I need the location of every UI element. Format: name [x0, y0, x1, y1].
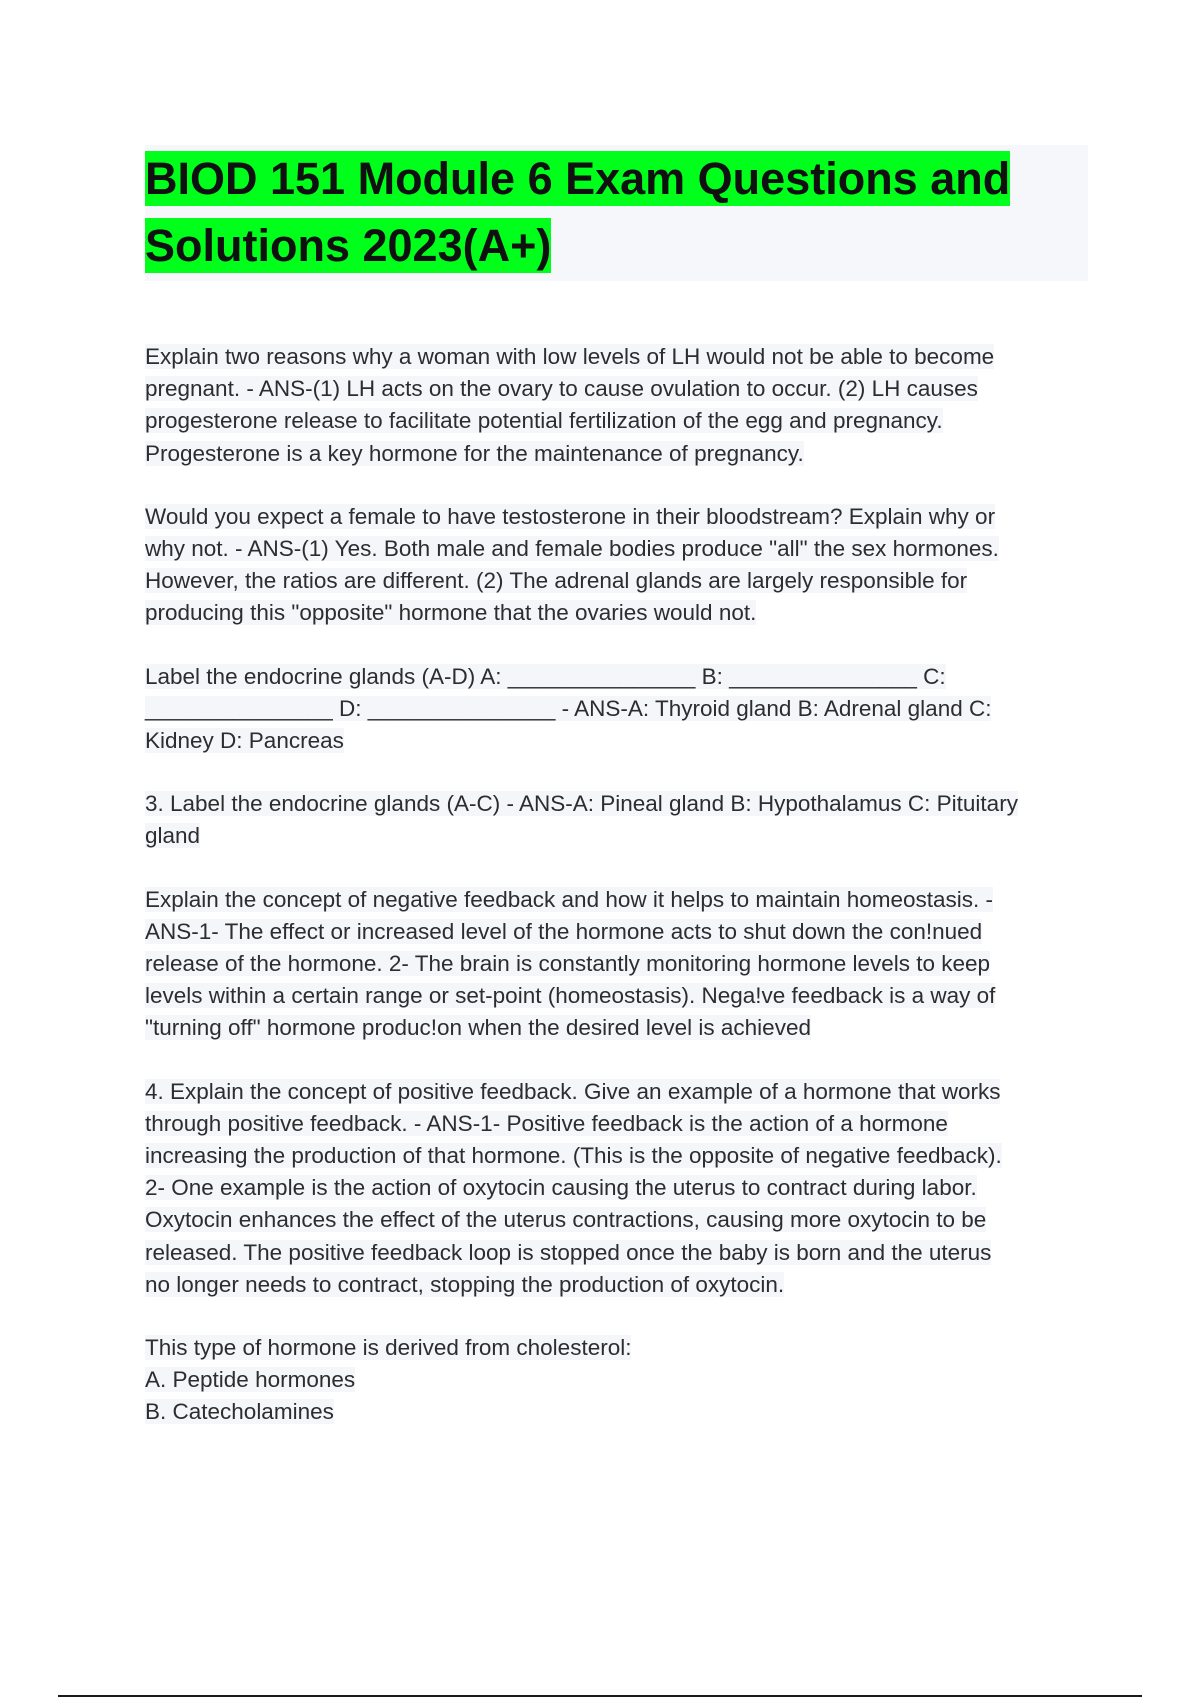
- text-line: increasing the production of that hormone. (This is the opposite of negative feedback).: [145, 1143, 1002, 1169]
- text-line: gland: [145, 823, 201, 849]
- text-line: producing this "opposite" hormone that the ovaries would not.: [145, 600, 757, 626]
- text-line: "turning off" hormone produc!on when the desired level is achieved: [145, 1015, 811, 1041]
- title-line-2: Solutions 2023(A+): [145, 220, 552, 271]
- text-line: _______________ D: _______________ - ANS-A: Thyroid gland B: Adrenal gland C:: [145, 695, 992, 721]
- qa-item: [145, 501, 1090, 630]
- text-line: Oxytocin enhances the effect of the uterus contractions, causing more oxytocin to be: [145, 1207, 987, 1233]
- footer-divider: [58, 1695, 1142, 1697]
- text-line: This type of hormone is derived from cholesterol:: [145, 1335, 632, 1361]
- text-line: no longer needs to contract, stopping the production of oxytocin.: [145, 1271, 785, 1297]
- text-line: release of the hormone. 2- The brain is constantly monitoring hormone levels to keep: [145, 951, 991, 977]
- text-line: 2- One example is the action of oxytocin causing the uterus to contract during labor.: [145, 1175, 977, 1201]
- text-line: B. Catecholamines: [145, 1399, 334, 1425]
- text-line: A. Peptide hormones: [145, 1367, 356, 1393]
- qa-list: [145, 341, 1090, 1460]
- title-line-1: BIOD 151 Module 6 Exam Questions and: [145, 153, 1011, 204]
- text-line: 4. Explain the concept of positive feedback. Give an example of a hormone that works: [145, 1078, 1001, 1104]
- text-line: 3. Label the endocrine glands (A-C) - ANS-A: Pineal gland B: Hypothalamus C: Pituitary: [145, 791, 1018, 817]
- qa-item: [145, 884, 1090, 1045]
- title-block: [145, 145, 1088, 281]
- text-line: levels within a certain range or set-point (homeostasis). Nega!ve feedback is a way of: [145, 983, 996, 1009]
- document-title: [145, 145, 1088, 279]
- text-line: through positive feedback. - ANS-1- Positive feedback is the action of a hormone: [145, 1110, 948, 1136]
- qa-item: [145, 1332, 1090, 1429]
- qa-item: [145, 661, 1090, 758]
- text-line: Would you expect a female to have testosterone in their bloodstream? Explain why or: [145, 503, 996, 529]
- text-line: Explain the concept of negative feedback and how it helps to maintain homeostasis. -: [145, 886, 994, 912]
- text-line: However, the ratios are different. (2) The adrenal glands are largely responsible for: [145, 568, 968, 594]
- text-line: why not. - ANS-(1) Yes. Both male and female bodies produce "all" the sex hormones.: [145, 536, 999, 562]
- text-line: Progesterone is a key hormone for the maintenance of pregnancy.: [145, 440, 804, 466]
- text-line: pregnant. - ANS-(1) LH acts on the ovary to cause ovulation to occur. (2) LH causes: [145, 376, 978, 402]
- text-line: Explain two reasons why a woman with low levels of LH would not be able to become: [145, 344, 995, 369]
- text-line: ANS-1- The effect or increased level of the hormone acts to shut down the con!nued: [145, 918, 983, 944]
- qa-item: [145, 1076, 1090, 1301]
- text-line: Label the endocrine glands (A-D) A: _______________ B: _______________ C:: [145, 663, 946, 689]
- text-line: released. The positive feedback loop is stopped once the baby is born and the uterus: [145, 1239, 992, 1265]
- text-line: progesterone release to facilitate potential fertilization of the egg and pregnancy.: [145, 408, 943, 434]
- qa-item: [145, 341, 1090, 470]
- qa-item: [145, 788, 1090, 852]
- text-line: Kidney D: Pancreas: [145, 728, 344, 754]
